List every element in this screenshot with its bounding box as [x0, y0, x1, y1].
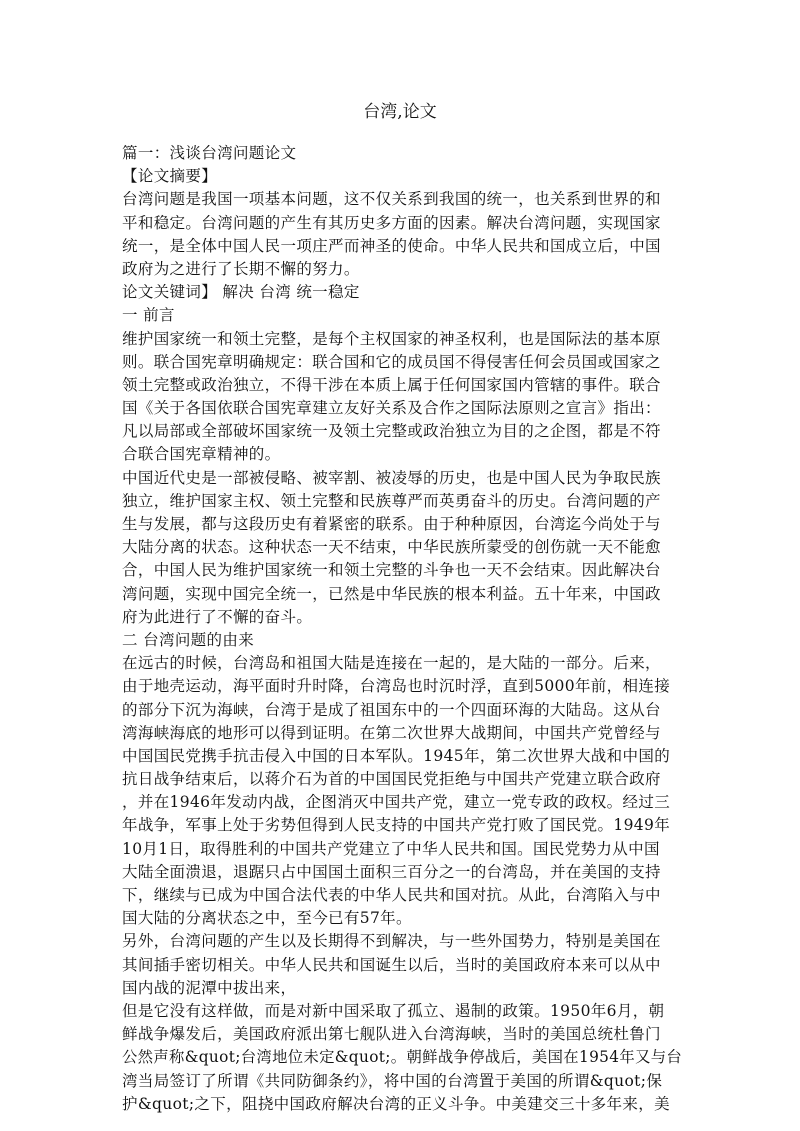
text-line: 【论文摘要】	[122, 167, 218, 186]
text-line: 独立，维护国家主权、领土完整和民族尊严而英勇奋斗的历史。台湾问题的产	[122, 491, 661, 510]
text-line: 在远古的时候，台湾岛和祖国大陆是连接在一起的，是大陆的一部分。后来，	[122, 654, 661, 673]
text-line: 10月1日，取得胜利的中国共产党建立了中华人民共和国。国民党势力从中国	[122, 839, 660, 858]
text-line: 的部分下沉为海峡，台湾于是成了祖国东中的一个四面环海的大陆岛。这从台	[122, 700, 661, 719]
text-line: 其间插手密切相关。中华人民共和国诞生以后，当时的美国政府本来可以从中	[122, 955, 661, 974]
text-line: 维护国家统一和领土完整，是每个主权国家的神圣权利，也是国际法的基本原	[122, 329, 661, 348]
text-line: 中国国民党携手抗击侵入中国的日本军队。1945年，第二次世界大战和中国的	[122, 746, 671, 765]
text-line: 国内战的泥潭中拔出来，	[122, 978, 297, 997]
text-line: ，并在1946年发动内战，企图消灭中国共产党，建立一党专政的政权。经过三	[122, 793, 671, 812]
text-line: 政府为之进行了长期不懈的努力。	[122, 259, 360, 278]
text-line: 领土完整或政治独立，不得干涉在本质上属于任何国家国内管辖的事件。联合	[122, 375, 661, 394]
text-line: 合，中国人民为维护国家统一和领土完整的斗争也一天不会结束。因此解决台	[122, 561, 661, 580]
text-line: 公然声称&quot;台湾地位未定&quot;。朝鲜战争停战后，美国在1954年又与台	[122, 1048, 683, 1067]
text-line: 府为此进行了不懈的奋斗。	[122, 607, 313, 626]
text-line: 大陆分离的状态。这种状态一天不结束，中华民族所蒙受的创伤就一天不能愈	[122, 538, 661, 557]
text-line: 则。联合国宪章明确规定：联合国和它的成员国不得侵害任何会员国或国家之	[122, 352, 661, 371]
text-line: 湾问题，实现中国完全统一，已然是中华民族的根本利益。五十年来，中国政	[122, 584, 661, 603]
text-line: 二 台湾问题的由来	[122, 630, 255, 649]
text-line: 大陆全面溃退，退踞只占中国国土面积三百分之一的台湾岛，并在美国的支持	[122, 862, 661, 881]
text-line: 篇一：浅谈台湾问题论文	[122, 144, 297, 162]
text-line: 凡以局部或全部破坏国家统一及领土完整或政治独立为目的之企图，都是不符	[122, 422, 661, 441]
text-line: 合联合国宪章精神的。	[122, 445, 281, 464]
text-line: 中国近代史是一部被侵略、被宰割、被凌辱的历史，也是中国人民为争取民族	[122, 468, 661, 487]
text-line: 湾海峡海底的地形可以得到证明。在第二次世界大战期间，中国共产党曾经与	[122, 723, 661, 742]
text-line: 论文关键词】 解决 台湾 统一稳定	[122, 283, 360, 302]
text-line: 台湾问题是我国一项基本问题，这不仅关系到我国的统一，也关系到世界的和	[122, 190, 661, 209]
text-line: 鲜战争爆发后，美国政府派出第七舰队进入台湾海峡，当时的美国总统杜鲁门	[122, 1025, 661, 1044]
text-line: 另外，台湾问题的产生以及长期得不到解决，与一些外国势力，特别是美国在	[122, 932, 661, 951]
document-title: 台湾,论文	[363, 102, 437, 122]
document-body	[122, 142, 682, 1116]
text-line: 平和稳定。台湾问题的产生有其历史多方面的因素。解决台湾问题，实现国家	[122, 213, 661, 232]
text-line: 护&quot;之下，阻挠中国政府解决台湾的正义斗争。中美建交三十多年来，美	[122, 1094, 670, 1113]
text-line: 抗日战争结束后，以蒋介石为首的中国国民党拒绝与中国共产党建立联合政府	[122, 770, 661, 789]
text-line: 下，继续与已成为中国合法代表的中华人民共和国对抗。从此，台湾陷入与中	[122, 886, 661, 904]
text-line: 湾当局签订了所谓《共同防御条约》，将中国的台湾置于美国的所谓&quot;保	[122, 1071, 663, 1090]
text-line: 国大陆的分离状态之中，至今已有57年。	[122, 909, 412, 928]
text-line: 一 前言	[122, 306, 175, 325]
text-line: 由于地壳运动，海平面时升时降，台湾岛也时沉时浮，直到5000年前，相连接	[122, 677, 671, 696]
text-line: 年战争，军事上处于劣势但得到人民支持的中国共产党打败了国民党。1949年	[122, 816, 671, 835]
text-line: 国《关于各国依联合国宪章建立友好关系及合作之国际法原则之宣言》指出：	[122, 399, 661, 418]
text-line: 生与发展，都与这段历史有着紧密的联系。由于种种原因，台湾迄今尚处于与	[122, 515, 661, 533]
text-line: 但是它没有这样做，而是对新中国采取了孤立、遏制的政策。1950年6月，朝	[122, 1001, 665, 1020]
text-line: 统一，是全体中国人民一项庄严而神圣的使命。中华人民共和国成立后，中国	[122, 236, 661, 255]
